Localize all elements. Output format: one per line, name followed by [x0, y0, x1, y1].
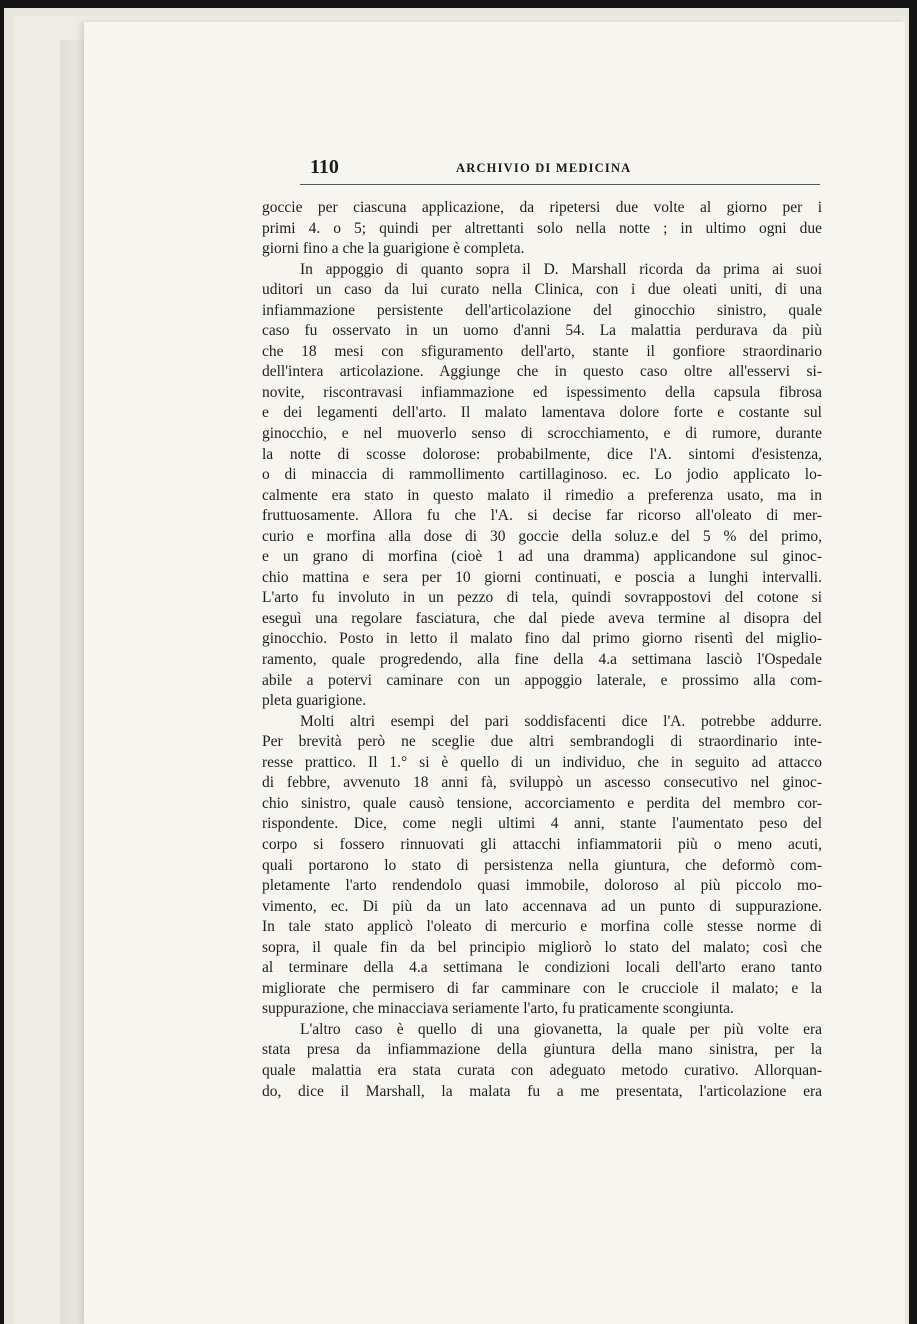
text-line: infiammazione persistente dell'articolazione del ginocchio sinistro, quale — [262, 301, 822, 319]
paragraph-start-line: In appoggio di quanto sopra il D. Marshall ricorda da prima ai suoi — [300, 260, 822, 278]
text-line: do, dice il Marshall, la malata fu a me presentata, l'articolazione era — [262, 1082, 822, 1100]
text-line: quale malattia era stata curata con adeguato metodo curativo. Allorquan- — [262, 1061, 822, 1079]
text-line: caso fu osservato in un uomo d'anni 54. La malattia perdurava da più — [262, 322, 822, 340]
text-line: o di minaccia di rammollimento cartillaginoso. ec. Lo jodio applicato lo- — [262, 466, 822, 484]
text-line: e un grano di morfina (cioè 1 ad una dramma) applicandone sul ginoc- — [262, 548, 822, 566]
text-line: ginocchio, e nel muoverlo senso di scrocchiamento, e di rumore, durante — [262, 425, 822, 443]
text-line: pleta guarigione. — [262, 692, 367, 710]
text-line: Per brevità però ne sceglie due altri sembrandogli di straordinario inte- — [262, 733, 822, 751]
page-number: 110 — [310, 156, 339, 178]
article-body — [262, 198, 822, 1123]
text-line: curio e morfina alla dose di 30 goccie della soluz.e del 5 % del primo, — [262, 527, 822, 545]
text-line: giorni fino a che la guarigione è completa. — [262, 240, 525, 258]
text-line: uditori un caso da lui curato nella Clinica, con i due oleati uniti, di una — [262, 281, 822, 299]
text-line: L'arto fu involuto in un pezzo di tela, quindi sovrappostovi del cotone si — [262, 589, 822, 607]
running-title: ARCHIVIO DI MEDICINA — [456, 161, 632, 175]
header-rule — [300, 184, 820, 185]
paragraph-start-line: L'altro caso è quello di una giovanetta, la quale per più volte era — [300, 1020, 822, 1038]
text-line: di febbre, avvenuto 18 anni fà, sviluppò un ascesso consecutivo nel ginoc- — [262, 774, 822, 792]
text-line: ramento, quale progredendo, alla fine della 4.a settimana lasciò l'Ospedale — [262, 651, 822, 669]
text-line: chio mattina e sera per 10 giorni continuati, e poscia a lunghi intervalli. — [262, 568, 822, 586]
text-line: dell'intera articolazione. Aggiunge che in questo caso oltre all'esservi si- — [262, 363, 822, 381]
text-line: che 18 mesi con sfiguramento dell'arto, stante il gonfiore straordinario — [262, 342, 822, 360]
text-line: fruttuosamente. Allora fu che l'A. si decise far ricorso all'oleato di mer- — [262, 507, 822, 525]
text-line: e dei legamenti dell'arto. Il malato lamentava dolore forte e costante sul — [262, 404, 822, 422]
text-line: primi 4. o 5; quindi per altrettanti solo nella notte ; in ultimo ogni due — [262, 219, 822, 237]
text-line: novite, riscontravasi infiammazione ed ispessimento della capsula fibrosa — [262, 383, 822, 401]
text-line: calmente era stato in questo malato il rimedio a preferenza usato, ma in — [262, 486, 822, 504]
text-line: suppurazione, che minacciava seriamente l'arto, fu praticamente scongiunta. — [262, 1000, 734, 1018]
text-line: pletamente l'arto rendendolo quasi immobile, doloroso al più piccolo mo- — [262, 877, 822, 895]
text-line: quali portarono lo stato di persistenza nella giuntura, che deformò com- — [262, 856, 822, 874]
text-line: goccie per ciascuna applicazione, da ripetersi due volte al giorno per i — [262, 199, 822, 216]
text-line: abile a potervi caminare con un appoggio laterale, e prossimo alla com- — [262, 671, 822, 689]
text-line: ginocchio. Posto in letto il malato fino dal primo giorno risentì del miglio- — [262, 630, 822, 648]
text-line: corpo si fossero rinnuovati gli attacchi infiammatorii più o meno acuti, — [262, 835, 822, 853]
text-line: rispondente. Dice, come negli ultimi 4 anni, stante l'aumentato peso del — [262, 815, 822, 833]
text-line: chio sinistro, quale causò tensione, accorciamento e perdita del membro cor- — [262, 794, 822, 812]
text-line: In tale stato applicò l'oleato di mercurio e morfina colle stesse norme di — [262, 918, 822, 936]
page-header — [310, 156, 822, 178]
text-line: migliorate che permisero di far camminare con le crucciole il malato; e la — [262, 979, 822, 997]
text-line: al terminare della 4.a settimana le condizioni locali dell'arto erano tanto — [262, 959, 822, 977]
paragraph-start-line: Molti altri esempi del pari soddisfacenti dice l'A. potrebbe addurre. — [300, 712, 822, 730]
text-line: la notte di scosse dolorose: probabilmente, dice l'A. sintomi d'esistenza, — [262, 445, 822, 463]
text-line: sopra, il quale fin da bel principio migliorò lo stato del malato; così che — [262, 938, 822, 956]
text-line: resse prattico. Il 1.° si è quello di un individuo, che in seguito ad attacco — [262, 753, 822, 771]
text-line: stata presa da infiammazione della giuntura della mano sinistra, per la — [262, 1041, 822, 1059]
text-line: eseguì una regolare fasciatura, che dal piede aveva termine al disopra del — [262, 609, 822, 627]
text-line — [262, 1102, 822, 1123]
text-line: vimento, ec. Di più da un lato accennava ad un punto di suppurazione. — [262, 897, 822, 915]
